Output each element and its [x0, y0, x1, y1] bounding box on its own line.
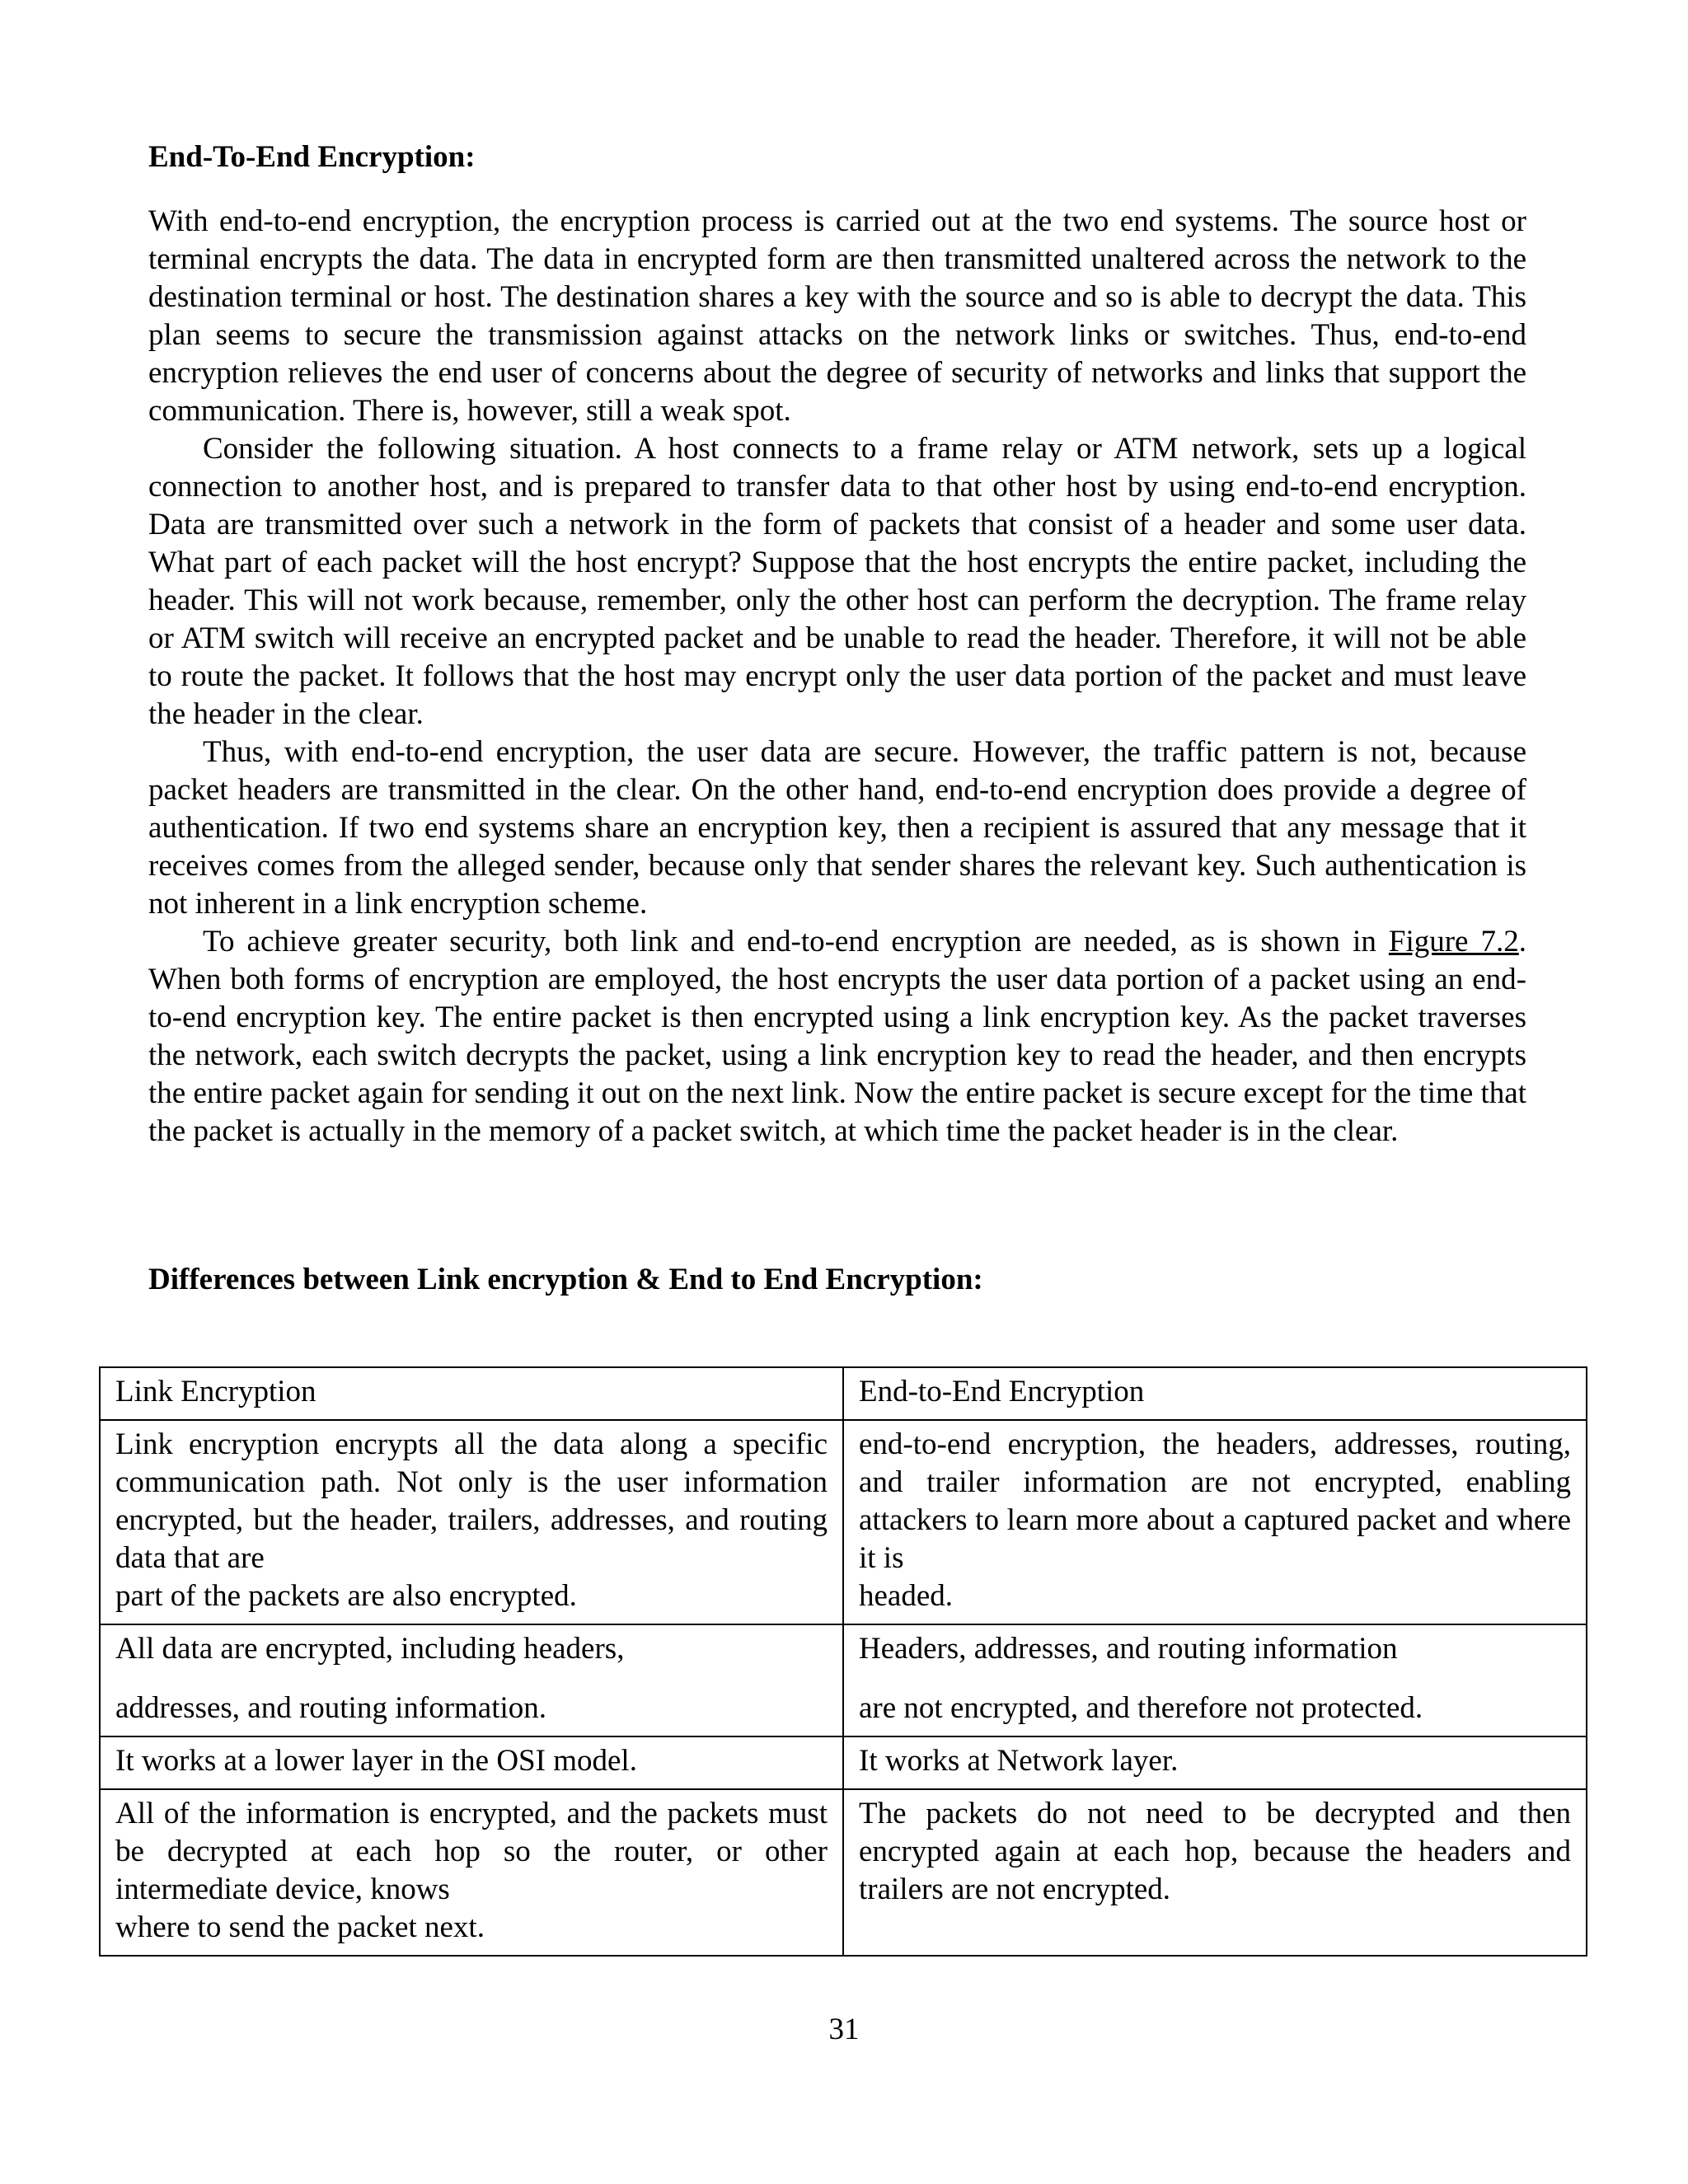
cell-text: Link encryption encrypts all the data along a specific communication path. Not only is the user information encrypted, but the header, trailers, addresses, and routing data that are [115, 1427, 828, 1575]
table-header-link-encryption: Link Encryption [100, 1367, 843, 1420]
paragraph-1: With end-to-end encryption, the encryption process is carried out at the two end systems. The source host or terminal encrypts the data. The data in encrypted form are then transmitted unaltered across the network to the destination terminal or host. The destination shares a key with the source and so is able to decrypt the data. This plan seems to secure the transmission against attacks on the network links or switches. Thus, end-to-end encryption relieves the end user of concerns about the degree of security of networks and links that support the communication. There is, however, still a weak spot. [148, 204, 1526, 428]
section-heading-differences: Differences between Link encryption & End to End Encryption: [148, 1263, 983, 1296]
cell-text: where to send the packet next. [115, 1910, 485, 1944]
table-row [100, 1420, 1587, 1624]
figure-7-2-link[interactable]: Figure 7.2 [1388, 925, 1519, 958]
cell-text: All of the information is encrypted, and the packets must be decrypted at each hop so the router, or other intermediate device, knows [115, 1797, 828, 1906]
table-cell-link [100, 1624, 843, 1736]
table-cell-end-to-end [843, 1736, 1587, 1789]
cell-text: are not encrypted, and therefore not protected. [859, 1691, 1423, 1725]
page-number: 31 [828, 2013, 860, 2046]
comparison-table [99, 1366, 1587, 1957]
table-cell-end-to-end [843, 1789, 1587, 1956]
cell-text: end-to-end encryption, the headers, addresses, routing, and trailer information are not encrypted, enabling attackers to learn more about a captured packet and where it is [859, 1427, 1571, 1575]
table-row [100, 1736, 1587, 1789]
table-row [100, 1624, 1587, 1736]
paragraph-4-text-a: To achieve greater security, both link and end-to-end encryption are needed, as is shown in [203, 925, 1389, 958]
table-header-end-to-end-encryption: End-to-End Encryption [843, 1367, 1587, 1420]
cell-text: part of the packets are also encrypted. [115, 1579, 577, 1613]
cell-text: The packets do not need to be decrypted and then encrypted again at each hop, because the headers and trailers are not encrypted. [859, 1797, 1571, 1906]
cell-text: Headers, addresses, and routing information [859, 1632, 1398, 1666]
table-cell-end-to-end [843, 1420, 1587, 1624]
table-header-row [100, 1367, 1587, 1420]
table-cell-link [100, 1789, 843, 1956]
paragraph-2: Consider the following situation. A host connects to a frame relay or ATM network, sets up a logical connection to another host, and is prepared to transfer data to that other host by using end-to-end encryption. Data are transmitted over such a network in the form of packets that consist of a header and some user data. What part of each packet will the host encrypt? Suppose that the host encrypts the entire packet, including the header. This will not work because, remember, only the other host can perform the decryption. The frame relay or ATM switch will receive an encrypted packet and be unable to read the header. Therefore, it will not be able to route the packet. It follows that the host may encrypt only the user data portion of the packet and must leave the header in the clear. [148, 432, 1526, 731]
table-cell-end-to-end [843, 1624, 1587, 1736]
cell-text: All data are encrypted, including headers, [115, 1632, 625, 1666]
table-row [100, 1789, 1587, 1956]
cell-text: It works at a lower layer in the OSI model. [115, 1744, 637, 1778]
table-cell-link [100, 1736, 843, 1789]
cell-text: It works at Network layer. [859, 1744, 1179, 1778]
paragraph-3: Thus, with end-to-end encryption, the user data are secure. However, the traffic pattern is not, because packet headers are transmitted in the clear. On the other hand, end-to-end encryption does provide a degree of authentication. If two end systems share an encryption key, then a recipient is assured that any message that it receives comes from the alleged sender, because only that sender shares the relevant key. Such authentication is not inherent in a link encryption scheme. [148, 735, 1526, 921]
paragraph-4-text-b: . When both forms of encryption are employed, the host encrypts the user data portion of a packet using an end-to-end encryption key. The entire packet is then encrypted using a link encryption key. As the packet traverses the network, each switch decrypts the packet, using a link encryption key to read the header, and then encrypts the entire packet again for sending it out on the next link. Now the entire packet is secure except for the time that the packet is actually in the memory of a packet switch, at which time the packet header is in the clear. [148, 925, 1527, 1148]
section-heading-end-to-end: End-To-End Encryption: [148, 140, 476, 174]
cell-text: headed. [859, 1579, 954, 1613]
section-body-end-to-end [148, 203, 1526, 1151]
table-cell-link [100, 1420, 843, 1624]
cell-text: addresses, and routing information. [115, 1691, 547, 1725]
paragraph-4 [148, 923, 1526, 1151]
